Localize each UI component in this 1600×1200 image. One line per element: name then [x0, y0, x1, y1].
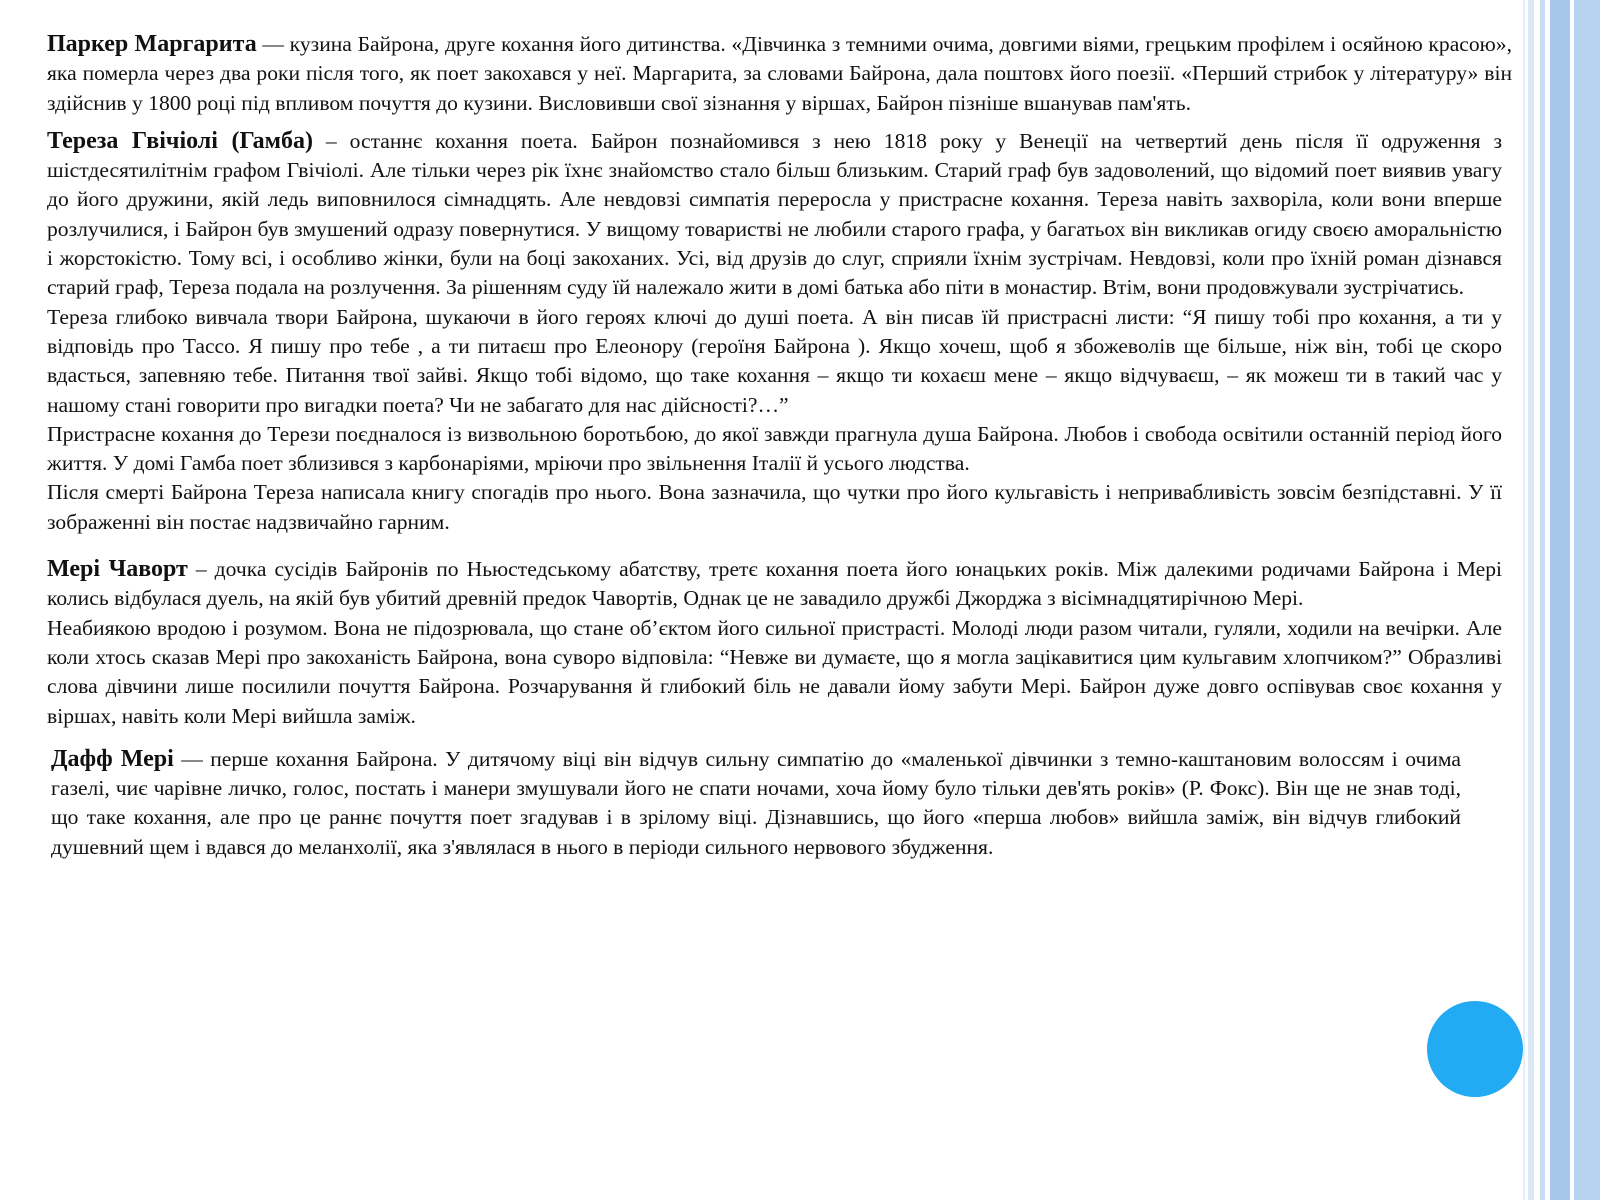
paragraph-tereza-memoir — [47, 478, 1502, 537]
paragraph-text: Неабиякою вродою і розумом. Вона не підозрювала, що стане об’єктом його сильної пристрасті. Молоді люди разом читали, гуляли, ходили на вечірки. Але коли хтось сказав Мері про закоханість Байрона, вона суворо відповіла: “Невже ви думаєте, що я могла зацікавитися цим кульгавим хлопчиком?” Образливі слова дівчини лише посилили почуття Байрона. Розчарування й глибокий біль не давали йому забути Мері. Байрон дуже довго оспівував своє кохання у віршах, навіть коли Мері вийшла заміж. — [47, 615, 1502, 728]
paragraph-text: — перше кохання Байрона. У дитячому віці він відчув сильну симпатію до «маленької дівчинки з темно-каштановим волоссям і очима газелі, чиє чарівне личко, голос, постать і манери змушували його не спати ночами, хоча йому було тільки дев'ять років» (Р. Фокс). Він ще не знав тоді, що таке кохання, але про це раннє почуття поет згадував і в зрілому віці. Дізнавшись, що його «перша любов» вийшла заміж, він відчув глибокий душевний щем і вдався до меланхолії, яка з'являлася в нього в періоди сильного нервового збудження. — [51, 746, 1461, 859]
paragraph-heading: Тереза Гвічіолі (Гамба) — [47, 127, 313, 154]
paragraph-heading: Дафф Мері — [51, 745, 174, 772]
paragraph-tereza-freedom — [47, 420, 1502, 479]
paragraph-text: Тереза глибоко вивчала твори Байрона, шукаючи в його героях ключі до душі поета. А він писав їй пристрасні листи: “Я пишу тобі про кохання, а ти у відповідь про Тассо. Я пишу про тебе , а ти питаєш про Елеонору (героїня Байрона ). Якщо хочеш, щоб я збожеволів ще більше, ніж він, тобі це скоро вдасться, запевняю тебе. Питання твої зайві. Якщо тобі відомо, що таке кохання – якщо ти кохаєш мене – якщо відчуваєш, – як можеш ти в такий час у нашому стані говорити про вигадки поета? Чи не забагато для нас дійсності?…” — [47, 304, 1502, 417]
frame-stripe-4 — [1574, 0, 1600, 1200]
decorative-circle — [1427, 1001, 1523, 1097]
paragraph-parker-margarita — [47, 30, 1512, 118]
frame-stripe-1 — [1528, 0, 1534, 1200]
paragraph-text: Пристрасне кохання до Терези поєдналося із визвольною боротьбою, до якої завжди прагнула душа Байрона. Любов і свобода освітили останній період його життя. У домі Гамба поет зблизився з карбонаріями, мріючи про звільнення Італії й усього людства. — [47, 421, 1502, 476]
frame-stripe-2 — [1540, 0, 1545, 1200]
frame-stripe-3 — [1550, 0, 1570, 1200]
frame-edge-line — [1523, 0, 1525, 1200]
paragraph-mary-chaworth-continued — [47, 614, 1502, 731]
paragraph-tereza-guiccioli — [47, 127, 1502, 303]
paragraph-text: – останнє кохання поета. Байрон познайомився з нею 1818 року у Венеції на четвертий день після її одруження з шістдесятилітнім графом Гвічіолі. Але тільки через рік їхнє знайомство стало більш близьким. Старий граф був задоволений, що відомий поет виявив увагу до його дружини, якій ледь виповнилося сімнадцять. Але невдовзі симпатія переросла у пристрасне кохання. Тереза навіть захворіла, коли вони вперше розлучилися, і Байрон був змушений одразу повернутися. У вищому товаристві не любили старого графа, у багатьох він викликав огиду своєю аморальністю і жорстокістю. Тому всі, і особливо жінки, були на боці закоханих. Усі, від друзів до слуг, сприяли їхнім зустрічам. Невдовзі, коли про їхній роман дізнався старий граф, Тереза подала на розлучення. За рішенням суду їй належало жити в домі батька або піти в монастир. Втім, вони продовжували зустрічатись. — [47, 128, 1502, 300]
paragraph-heading: Паркер Маргарита — [47, 31, 257, 57]
paragraph-text: – дочка сусідів Байронів по Ньюстедському абатству, третє кохання поета його юнацьких років. Між далекими родичами Байрона і Мері колись відбулася дуель, на якій був убитий древній предок Чавортів, Однак це не завадило дружбі Джорджа з вісімнадцятирічною Мері. — [47, 557, 1503, 611]
paragraph-mary-chaworth — [47, 555, 1502, 614]
paragraph-heading: Мері Чаворт — [47, 556, 188, 583]
paragraph-mary-duff — [51, 745, 1461, 862]
paragraph-text: Після смерті Байрона Тереза написала книгу спогадів про нього. Вона зазначила, що чутки про його кульгавість і непривабливість зовсім безпідставні. У її зображенні він постає надзвичайно гарним. — [47, 480, 1502, 534]
paragraph-text: — кузина Байрона, друге кохання його дитинства. «Дівчинка з темними очима, довгими віями, грецьким профілем і осяйною красою», яка померла через два роки після того, як поет закохався у неї. Маргарита, за словами Байрона, дала поштовх його поезії. «Перший стрибок у літературу» він здійснив у 1800 році під впливом почуття до кузини. Висловивши свої зізнання у віршах, Байрон пізніше вшанував пам'ять. — [47, 32, 1513, 115]
paragraph-tereza-letters — [47, 303, 1502, 420]
text-content — [47, 30, 1513, 862]
